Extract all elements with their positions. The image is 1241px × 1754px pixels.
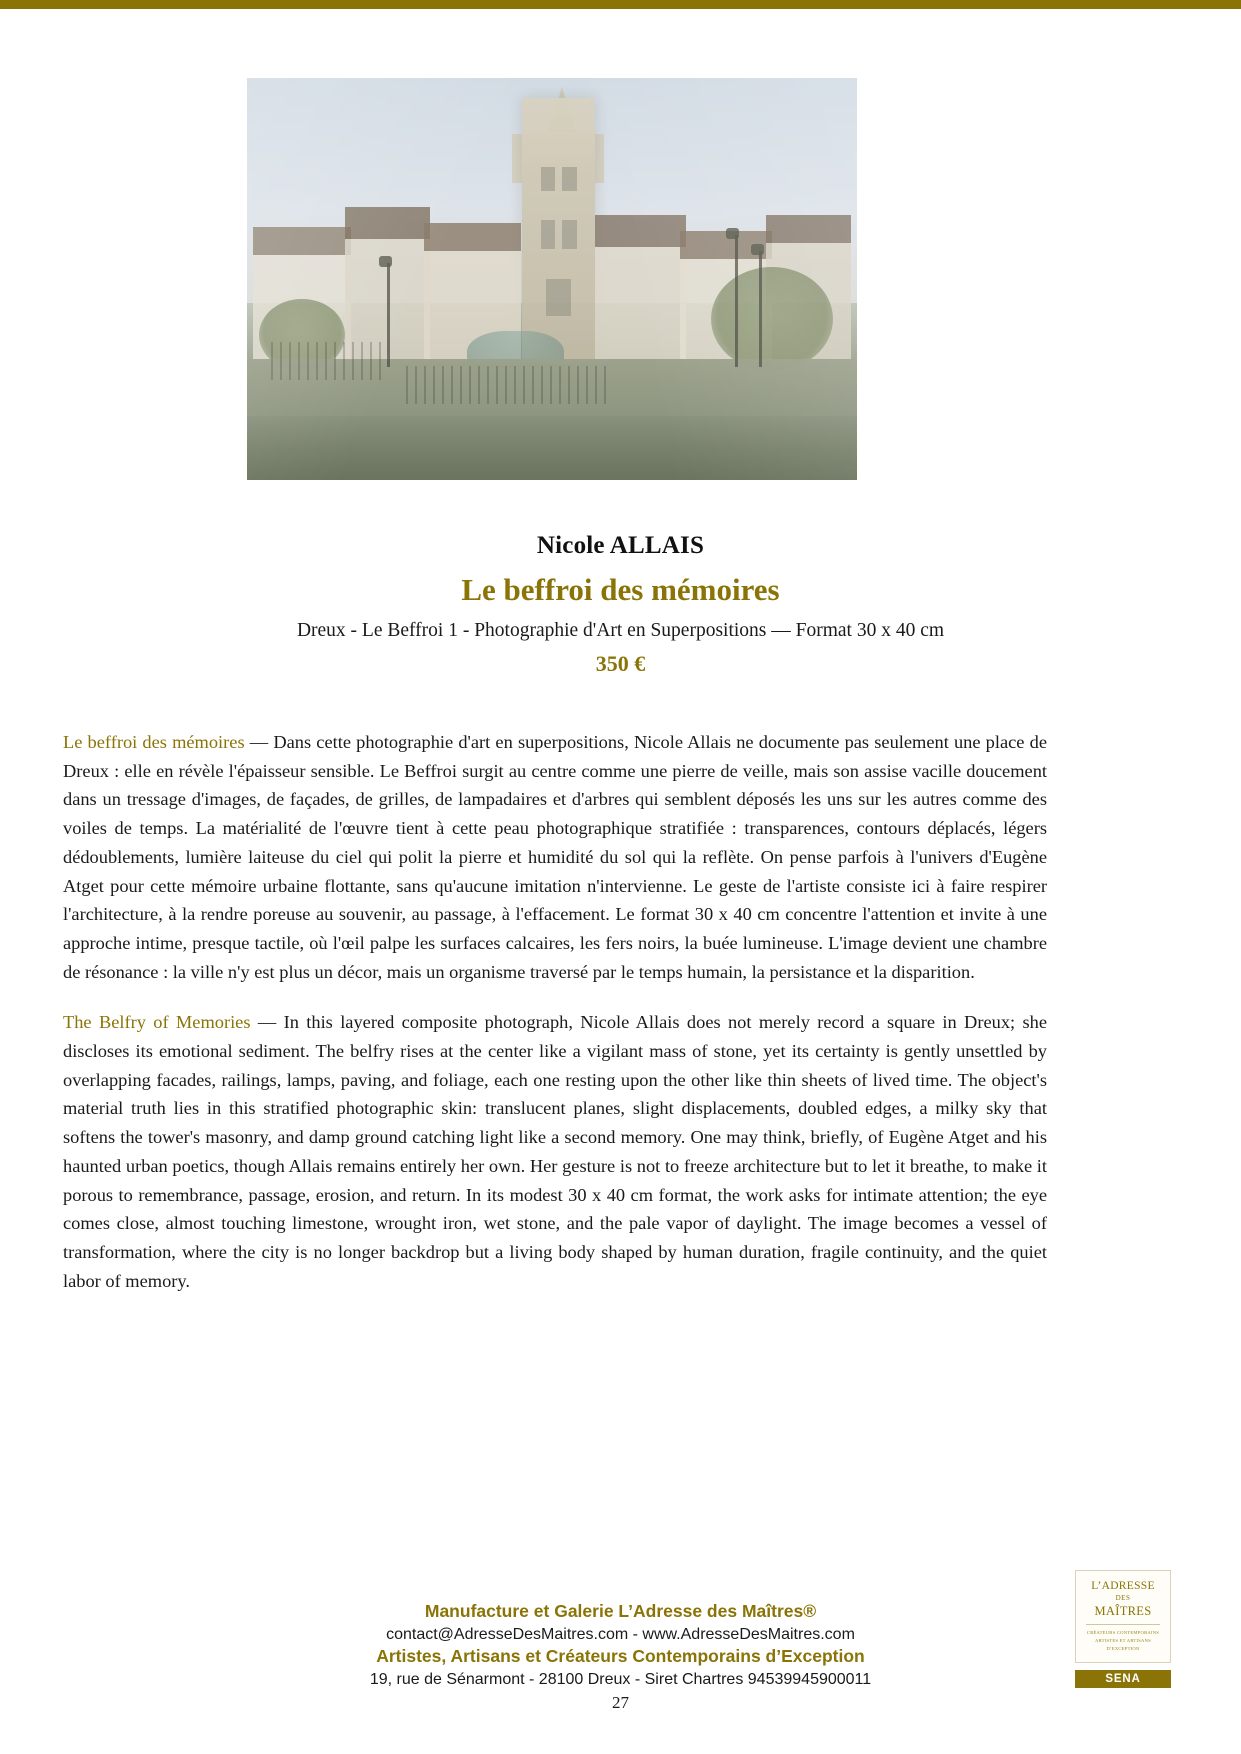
artwork-title: Le beffroi des mémoires xyxy=(461,572,780,608)
description-lead-fr: Le beffroi des mémoires xyxy=(63,732,245,752)
description-lead-en: The Belfry of Memories xyxy=(63,1012,251,1033)
artwork-title-block xyxy=(0,530,1241,677)
brand-logo xyxy=(1075,1570,1171,1688)
logo-card xyxy=(1075,1570,1171,1663)
artwork-price: 350 € xyxy=(595,650,646,676)
logo-divider xyxy=(1086,1624,1160,1625)
description-section xyxy=(63,728,1047,1317)
description-body-fr: — Dans cette photographie d'art en superpositions, Nicole Allais ne documente pas seulement une place de Dreux : elle en révèle l'épaisseur sensible. Le Beffroi surgit au centre comme une pierre de veille, mais son assise vacille doucement dans un tressage d'images, de façades, de grilles, de lampadaires et d'arbres qui semblent déposés les uns sur les autres comme des voiles de temps. La matérialité de l'œuvre tient à cette peau photographique stratifiée : transparences, contours déplacés, légers dédoublements, lumière laiteuse du ciel qui polit la pierre et humidité du sol qui la reflète. On pense parfois à l'univers d'Eugène Atget pour cette mémoire urbaine flottante, sans qu'aucune imitation n'intervienne. Le geste de l'artiste consiste ici à faire respirer l'architecture, à la rendre poreuse au souvenir, au passage, à l'effacement. Le format 30 x 40 cm concentre l'attention et invite à une approche intime, presque tactile, où l'œil palpe les surfaces calcaires, les fers noirs, la buée lumineuse. L'image devient une chambre de résonance : la ville n'y est plus un décor, mais un organisme traversé par le temps humain, la persistance et la disparition. xyxy=(63,732,1047,982)
artist-name: Nicole ALLAIS xyxy=(536,532,705,559)
logo-line-maitres: MAÎTRES xyxy=(1094,1604,1152,1619)
sena-badge: SENA xyxy=(1075,1670,1171,1688)
artwork-subtitle: Dreux - Le Beffroi 1 - Photographie d'Art en Superpositions — Format 30 x 40 cm xyxy=(296,620,945,642)
logo-line-adresse: L’ADRESSE xyxy=(1091,1580,1155,1592)
description-body-en: — In this layered composite photograph, Nicole Allais does not merely record a square in Dreux; she discloses its emotional sediment. The belfry rises at the center like a vigilant mass of stone, yet its certainty is gently unsettled by overlapping facades, railings, lamps, paving, and foliage, each one resting upon the other like thin sheets of lived time. The object's material truth lies in this stratified photographic skin: translucent planes, slight displacements, doubled edges, a milky sky that softens the tower's masonry, and damp ground catching light like a second memory. One may think, briefly, of Eugène Atget and his haunted urban poetics, though Allais remains entirely her own. Her gesture is not to freeze architecture but to let it breathe, to make it porous to remembrance, passage, erosion, and return. In its modest 30 x 40 cm format, the work asks for intimate attention; the eye comes close, almost touching limestone, wrought iron, wet stone, and the pale vapor of daylight. The image becomes a vessel of transformation, where the city is no longer backdrop but a living body shaped by human duration, fragile continuity, and the quiet labor of memory. xyxy=(63,1012,1047,1291)
logo-subtitle-2: ARTISTES ET ARTISANS xyxy=(1095,1638,1151,1644)
footer-contact[interactable]: contact@AdresseDesMaitres.com - www.AdresseDesMaitres.com xyxy=(386,1625,855,1643)
description-paragraph-en xyxy=(63,1008,1047,1295)
artwork-image xyxy=(247,78,857,480)
footer-company: Manufacture et Galerie L’Adresse des Maîtres® xyxy=(424,1601,817,1621)
footer-address: 19, rue de Sénarmont - 28100 Dreux - Siret Chartres 94539945900011 xyxy=(369,1670,872,1688)
page-number: 27 xyxy=(612,1693,629,1713)
logo-subtitle-1: CRÉATEURS CONTEMPORAINS xyxy=(1086,1630,1160,1636)
description-paragraph-fr xyxy=(63,728,1047,986)
top-accent-rule xyxy=(0,0,1241,9)
superposition-overlay xyxy=(247,78,857,480)
logo-subtitle-3: D’EXCEPTION xyxy=(1106,1646,1140,1652)
page-footer xyxy=(0,1600,1241,1715)
logo-line-des: DES xyxy=(1115,1594,1131,1603)
artwork-canvas xyxy=(247,78,857,480)
footer-tagline: Artistes, Artisans et Créateurs Contemporains d’Exception xyxy=(376,1646,865,1667)
